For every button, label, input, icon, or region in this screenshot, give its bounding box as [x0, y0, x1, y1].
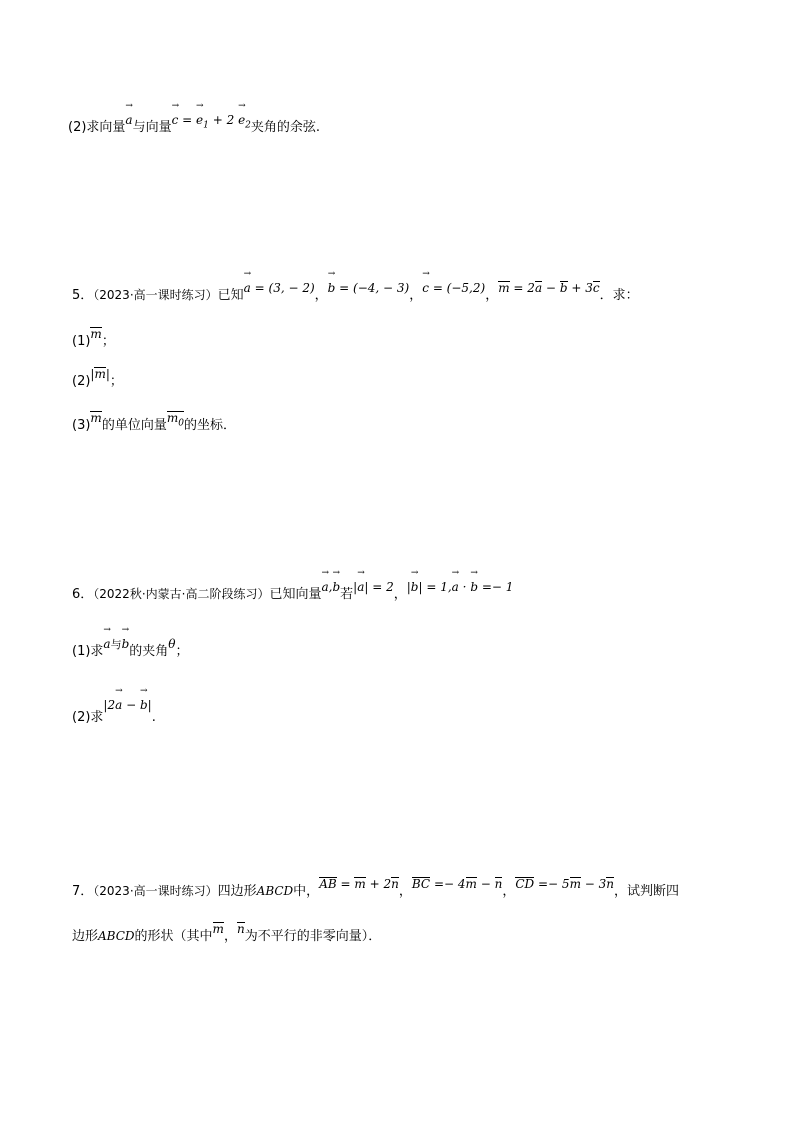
formula-c-eq: → c = (−5,2)	[422, 281, 485, 295]
formula-m2: m	[90, 411, 102, 425]
q7-line2: 边形ABCD的形状（其中m，n为不平行的非零向量）．	[72, 922, 382, 944]
formula-a-b-pair: → a	[103, 637, 110, 651]
formula-bc-vec: BC =− 4m − n	[411, 877, 503, 891]
vector-a: → a	[125, 113, 132, 127]
q6-stem: 6．（2022秋·内蒙古·高二阶段练习）已知向量→ a,→ b若|→ a| = 2，|→ b| = 1,→ a · → b =− 1	[72, 583, 513, 602]
formula-c-def: → c = → $e_1 + 2 \to e_2$	[172, 113, 251, 127]
q6-part1: (1)求→ $a^与\to b$的夹角θ；	[72, 640, 189, 659]
formula-m-eq: m = 2a − b + 3c	[498, 281, 600, 295]
vector-b: → b	[122, 637, 130, 651]
formula-m0: $m_0$	[166, 411, 184, 429]
q4-part2: (2)求向量→ a与向量→ c = → $e_1 + 2 \to e_2$夹角的余弦.	[68, 116, 320, 137]
formula-m: m	[90, 327, 102, 341]
formula-m3: m	[212, 922, 224, 936]
formula-ab-vec: AB = m + 2n	[319, 877, 399, 891]
formula-abs-a: |→ a| = 2	[353, 580, 394, 594]
q5-part3: (3)m的单位向量$m_0$的坐标．	[72, 411, 236, 433]
q5-part1: (1)m；	[72, 327, 115, 349]
q5-stem: 5．（2023·高一课时练习）已知→ a = (3, − 2)，→ b = (−4, − 3)，→ c = (−5,2)，m = 2a − b + 3c．求：	[72, 284, 639, 303]
q7-stem: 7．（2023·高一课时练习）四边形ABCD中，AB = m + 2n，BC =− 4m − n，CD =− 5m − 3n，试判断四	[72, 877, 680, 899]
q6-part2: (2)求|2→ a − → b|.	[72, 706, 156, 725]
formula-ab: → a,→ b	[321, 580, 340, 594]
formula-theta: θ	[168, 637, 176, 651]
formula-a-eq: → a = (3, − 2)	[244, 281, 315, 295]
formula-b-eq: → b = (−4, − 3)	[328, 281, 410, 295]
formula-abs-2a-b: |2→ a − → b|	[103, 698, 151, 712]
formula-abs-m: |m|	[90, 367, 110, 381]
formula-cd-vec: CD =− 5m − 3n	[515, 877, 615, 891]
formula-abs-b-dot: |→ b| = 1,→ a · → b =− 1	[407, 580, 514, 594]
q5-part2: (2)|m|；	[72, 367, 123, 389]
formula-n: n	[236, 922, 245, 936]
